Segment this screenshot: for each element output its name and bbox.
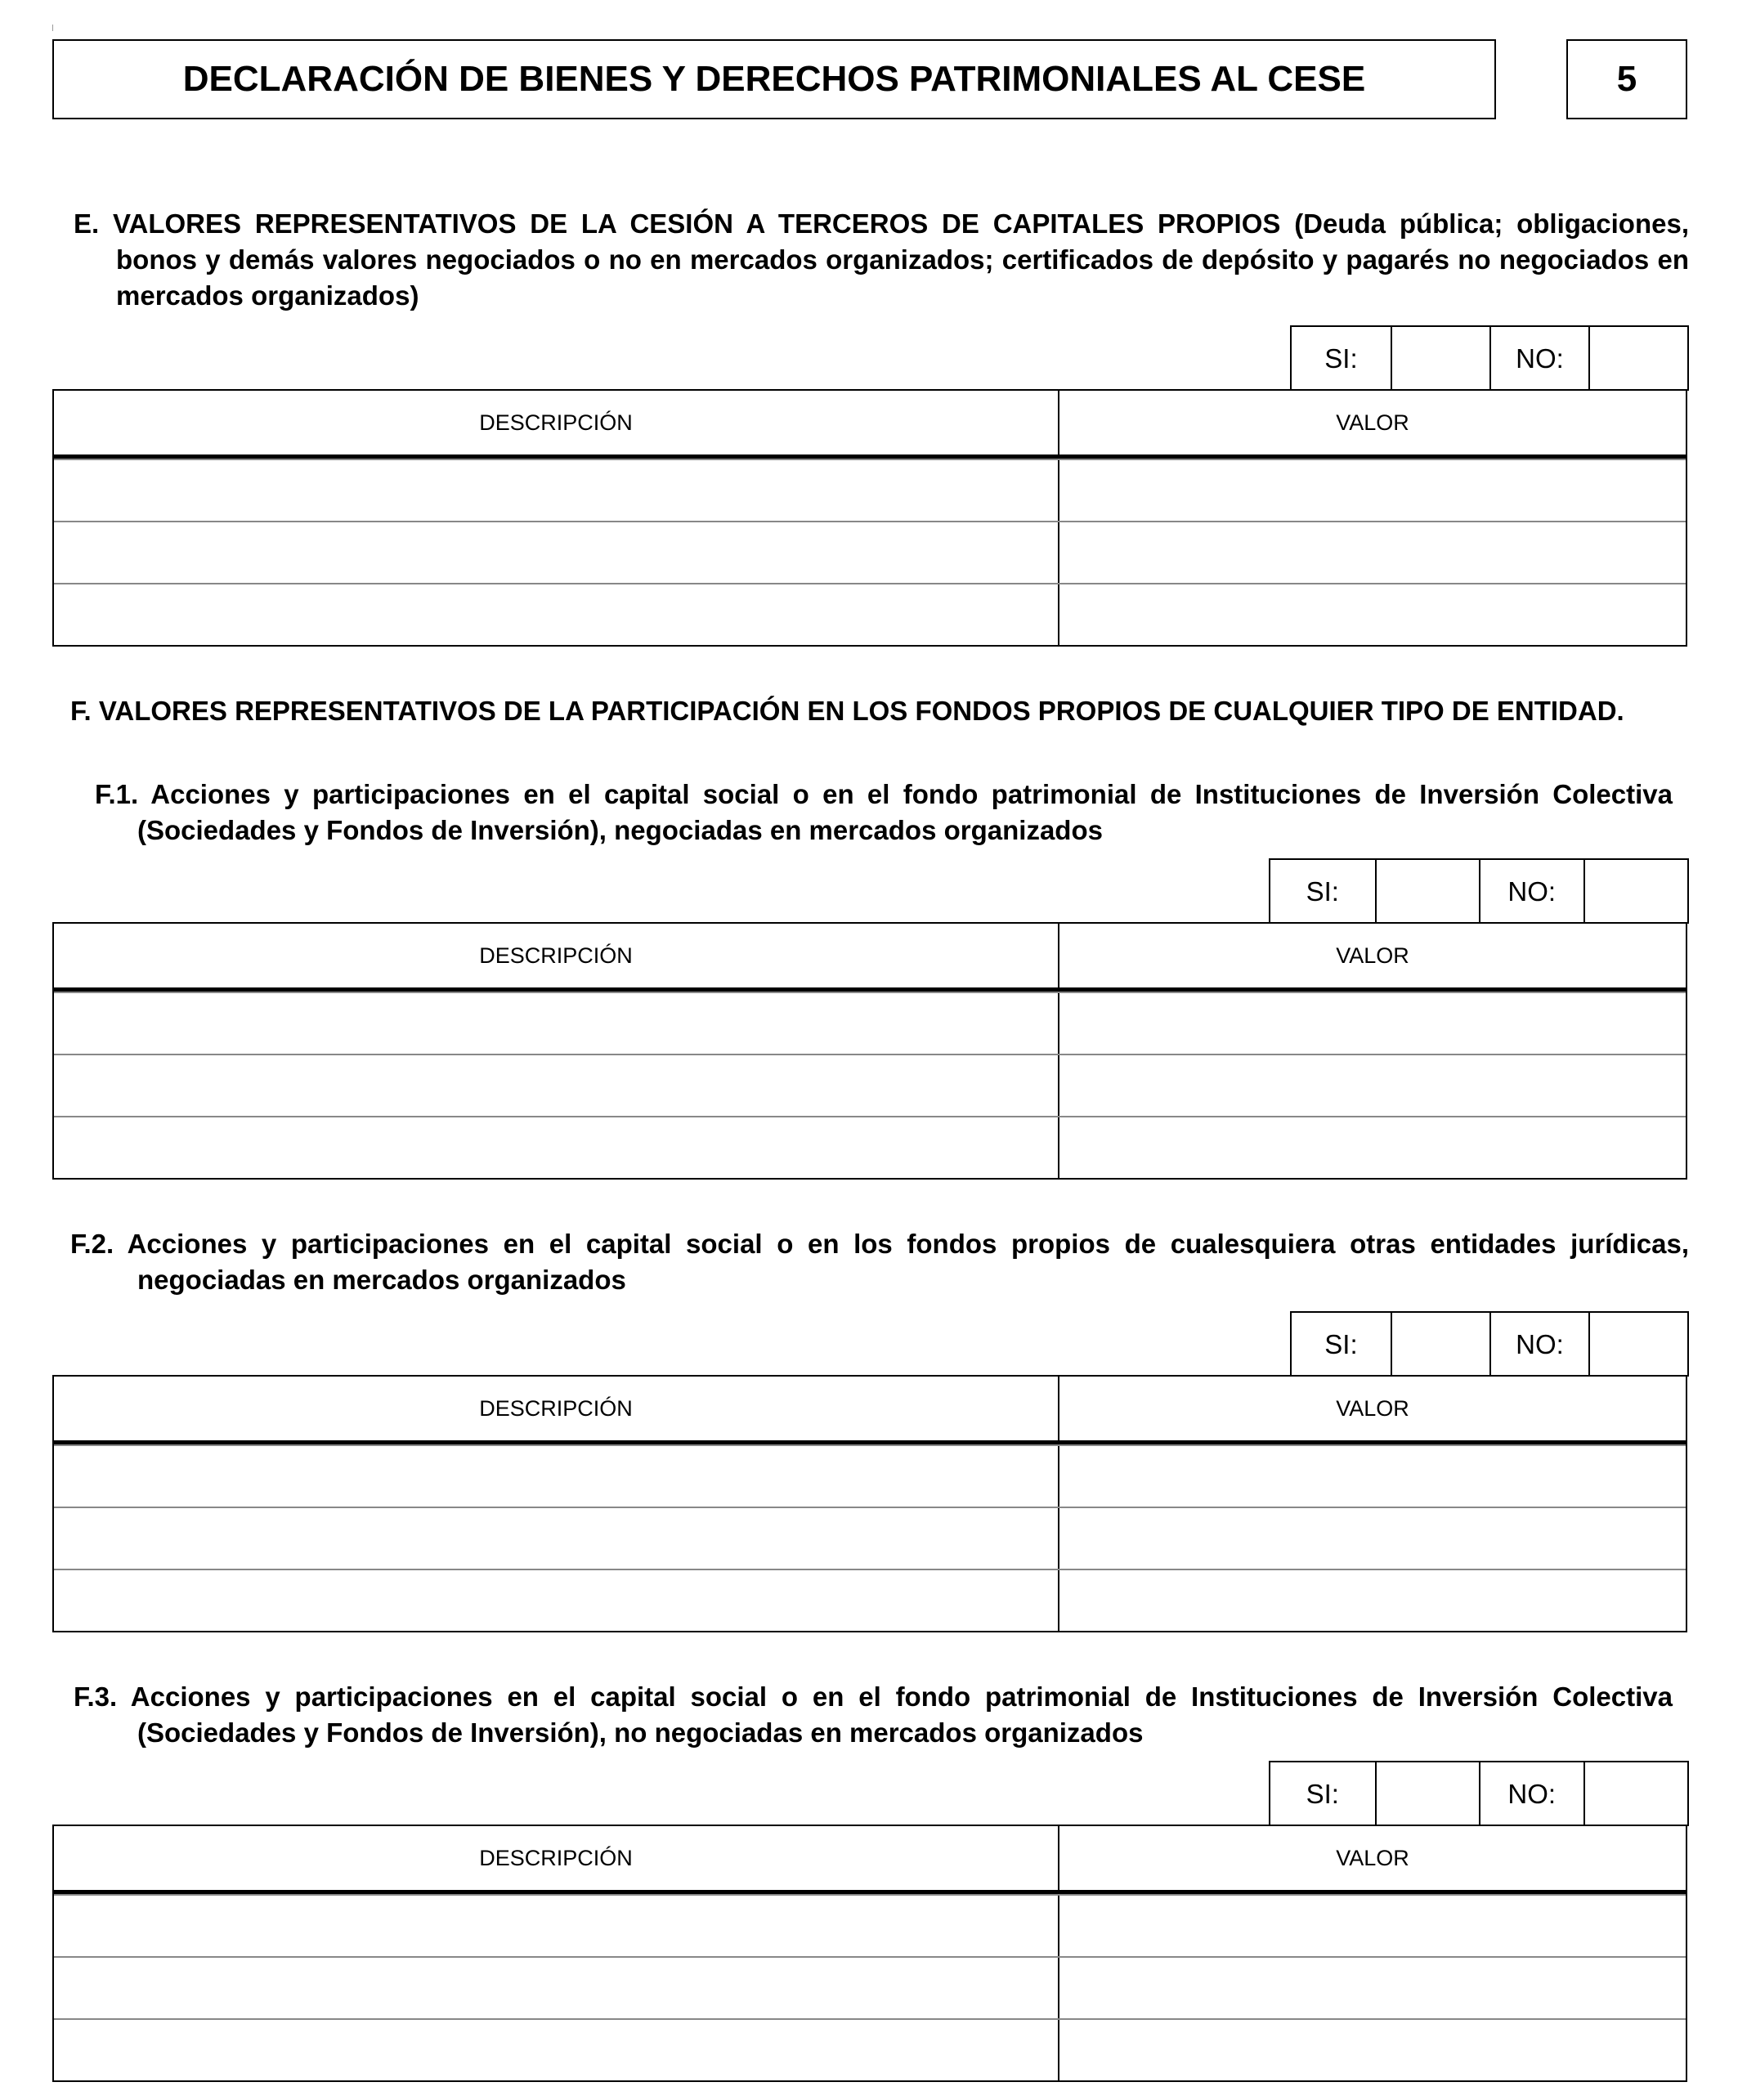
description-cell[interactable]	[54, 1446, 1059, 1507]
yes-checkbox[interactable]	[1391, 327, 1489, 391]
value-cell[interactable]	[1059, 2020, 1686, 2080]
section-f3-table	[52, 1825, 1687, 2082]
value-cell[interactable]	[1059, 993, 1686, 1054]
value-column-header: VALOR	[1336, 410, 1409, 435]
description-column-header: DESCRIPCIÓN	[54, 1826, 1059, 1890]
yes-label: SI:	[1324, 343, 1358, 374]
description-cell[interactable]	[54, 1896, 1059, 1956]
value-cell[interactable]	[1059, 1055, 1686, 1116]
description-cell[interactable]	[54, 460, 1059, 521]
table-header	[54, 1377, 1686, 1444]
description-cell[interactable]	[54, 1508, 1059, 1569]
value-cell[interactable]	[1059, 1446, 1686, 1507]
table-row	[54, 1507, 1686, 1569]
section-f2-yes-no	[1290, 1311, 1689, 1377]
section-f3-heading: F.3. Acciones y participaciones en el capital social o en el fondo patrimonial de Instituciones de Inversión Colectiva (Sociedades y Fondos de Inversión), no negociadas en mercados organizados	[74, 1681, 1673, 1748]
section-f2-table	[52, 1375, 1687, 1632]
page-title: DECLARACIÓN DE BIENES Y DERECHOS PATRIMONIALES AL CESE	[52, 39, 1496, 119]
no-label: NO:	[1479, 860, 1583, 924]
section-f3-yes-no	[1269, 1761, 1689, 1826]
section-e-table	[52, 389, 1687, 647]
value-cell[interactable]	[1059, 1570, 1686, 1631]
value-column-header: VALOR	[1336, 943, 1409, 968]
no-label: NO:	[1489, 327, 1588, 391]
description-cell[interactable]	[54, 993, 1059, 1054]
scan-mark	[52, 25, 53, 31]
table-row	[54, 992, 1686, 1054]
value-cell[interactable]	[1059, 460, 1686, 521]
value-column-header: VALOR	[1336, 1395, 1409, 1421]
yes-checkbox[interactable]	[1375, 860, 1480, 924]
yes-label: SI:	[1324, 1329, 1358, 1359]
value-cell[interactable]	[1059, 1896, 1686, 1956]
table-row	[54, 1116, 1686, 1178]
table-row	[54, 583, 1686, 645]
yes-label: SI:	[1306, 876, 1339, 907]
section-f1-yes-no	[1269, 858, 1689, 924]
value-cell[interactable]	[1059, 1958, 1686, 2018]
description-cell[interactable]	[54, 2020, 1059, 2080]
table-row	[54, 1569, 1686, 1631]
table-row	[54, 2018, 1686, 2080]
table-header	[54, 924, 1686, 992]
section-e-heading: E. VALORES REPRESENTATIVOS DE LA CESIÓN A TERCEROS DE CAPITALES PROPIOS (Deuda pública; obligaciones, bonos y demás valores negociados o no en mercados organizados; certificados de depósito y pagarés no negociados en mercados organizados)	[74, 208, 1689, 311]
section-f1-heading: F.1. Acciones y participaciones en el capital social o en el fondo patrimonial de Instituciones de Inversión Colectiva (Sociedades y Fondos de Inversión), negociadas en mercados organizados	[95, 779, 1673, 845]
yes-checkbox[interactable]	[1391, 1313, 1489, 1377]
value-cell[interactable]	[1059, 522, 1686, 583]
page-number: 5	[1566, 39, 1687, 119]
yes-label: SI:	[1306, 1779, 1339, 1809]
table-row	[54, 521, 1686, 583]
description-cell[interactable]	[54, 522, 1059, 583]
description-cell[interactable]	[54, 1570, 1059, 1631]
no-label: NO:	[1489, 1313, 1588, 1377]
no-label: NO:	[1479, 1762, 1583, 1826]
no-checkbox[interactable]	[1583, 860, 1688, 924]
description-column-header: DESCRIPCIÓN	[54, 1377, 1059, 1440]
description-column-header: DESCRIPCIÓN	[54, 924, 1059, 987]
description-cell[interactable]	[54, 1117, 1059, 1178]
section-f2-heading: F.2. Acciones y participaciones en el capital social o en los fondos propios de cualesquiera otras entidades jurídicas, negociadas en mercados organizados	[70, 1229, 1689, 1295]
table-header	[54, 1826, 1686, 1894]
description-cell[interactable]	[54, 1055, 1059, 1116]
table-row	[54, 1894, 1686, 1956]
table-row	[54, 1444, 1686, 1507]
description-cell[interactable]	[54, 1958, 1059, 2018]
value-cell[interactable]	[1059, 1117, 1686, 1178]
table-row	[54, 1956, 1686, 2018]
no-checkbox[interactable]	[1588, 1313, 1687, 1377]
section-f-heading: F. VALORES REPRESENTATIVOS DE LA PARTICIPACIÓN EN LOS FONDOS PROPIOS DE CUALQUIER TIPO DE ENTIDAD.	[70, 696, 1624, 726]
table-row	[54, 459, 1686, 521]
table-header	[54, 391, 1686, 459]
value-column-header: VALOR	[1336, 1845, 1409, 1870]
value-cell[interactable]	[1059, 584, 1686, 645]
section-f1-table	[52, 922, 1687, 1180]
description-cell[interactable]	[54, 584, 1059, 645]
section-e-yes-no	[1290, 325, 1689, 391]
no-checkbox[interactable]	[1583, 1762, 1688, 1826]
value-cell[interactable]	[1059, 1508, 1686, 1569]
yes-checkbox[interactable]	[1375, 1762, 1480, 1826]
description-column-header: DESCRIPCIÓN	[54, 391, 1059, 454]
no-checkbox[interactable]	[1588, 327, 1687, 391]
table-row	[54, 1054, 1686, 1116]
